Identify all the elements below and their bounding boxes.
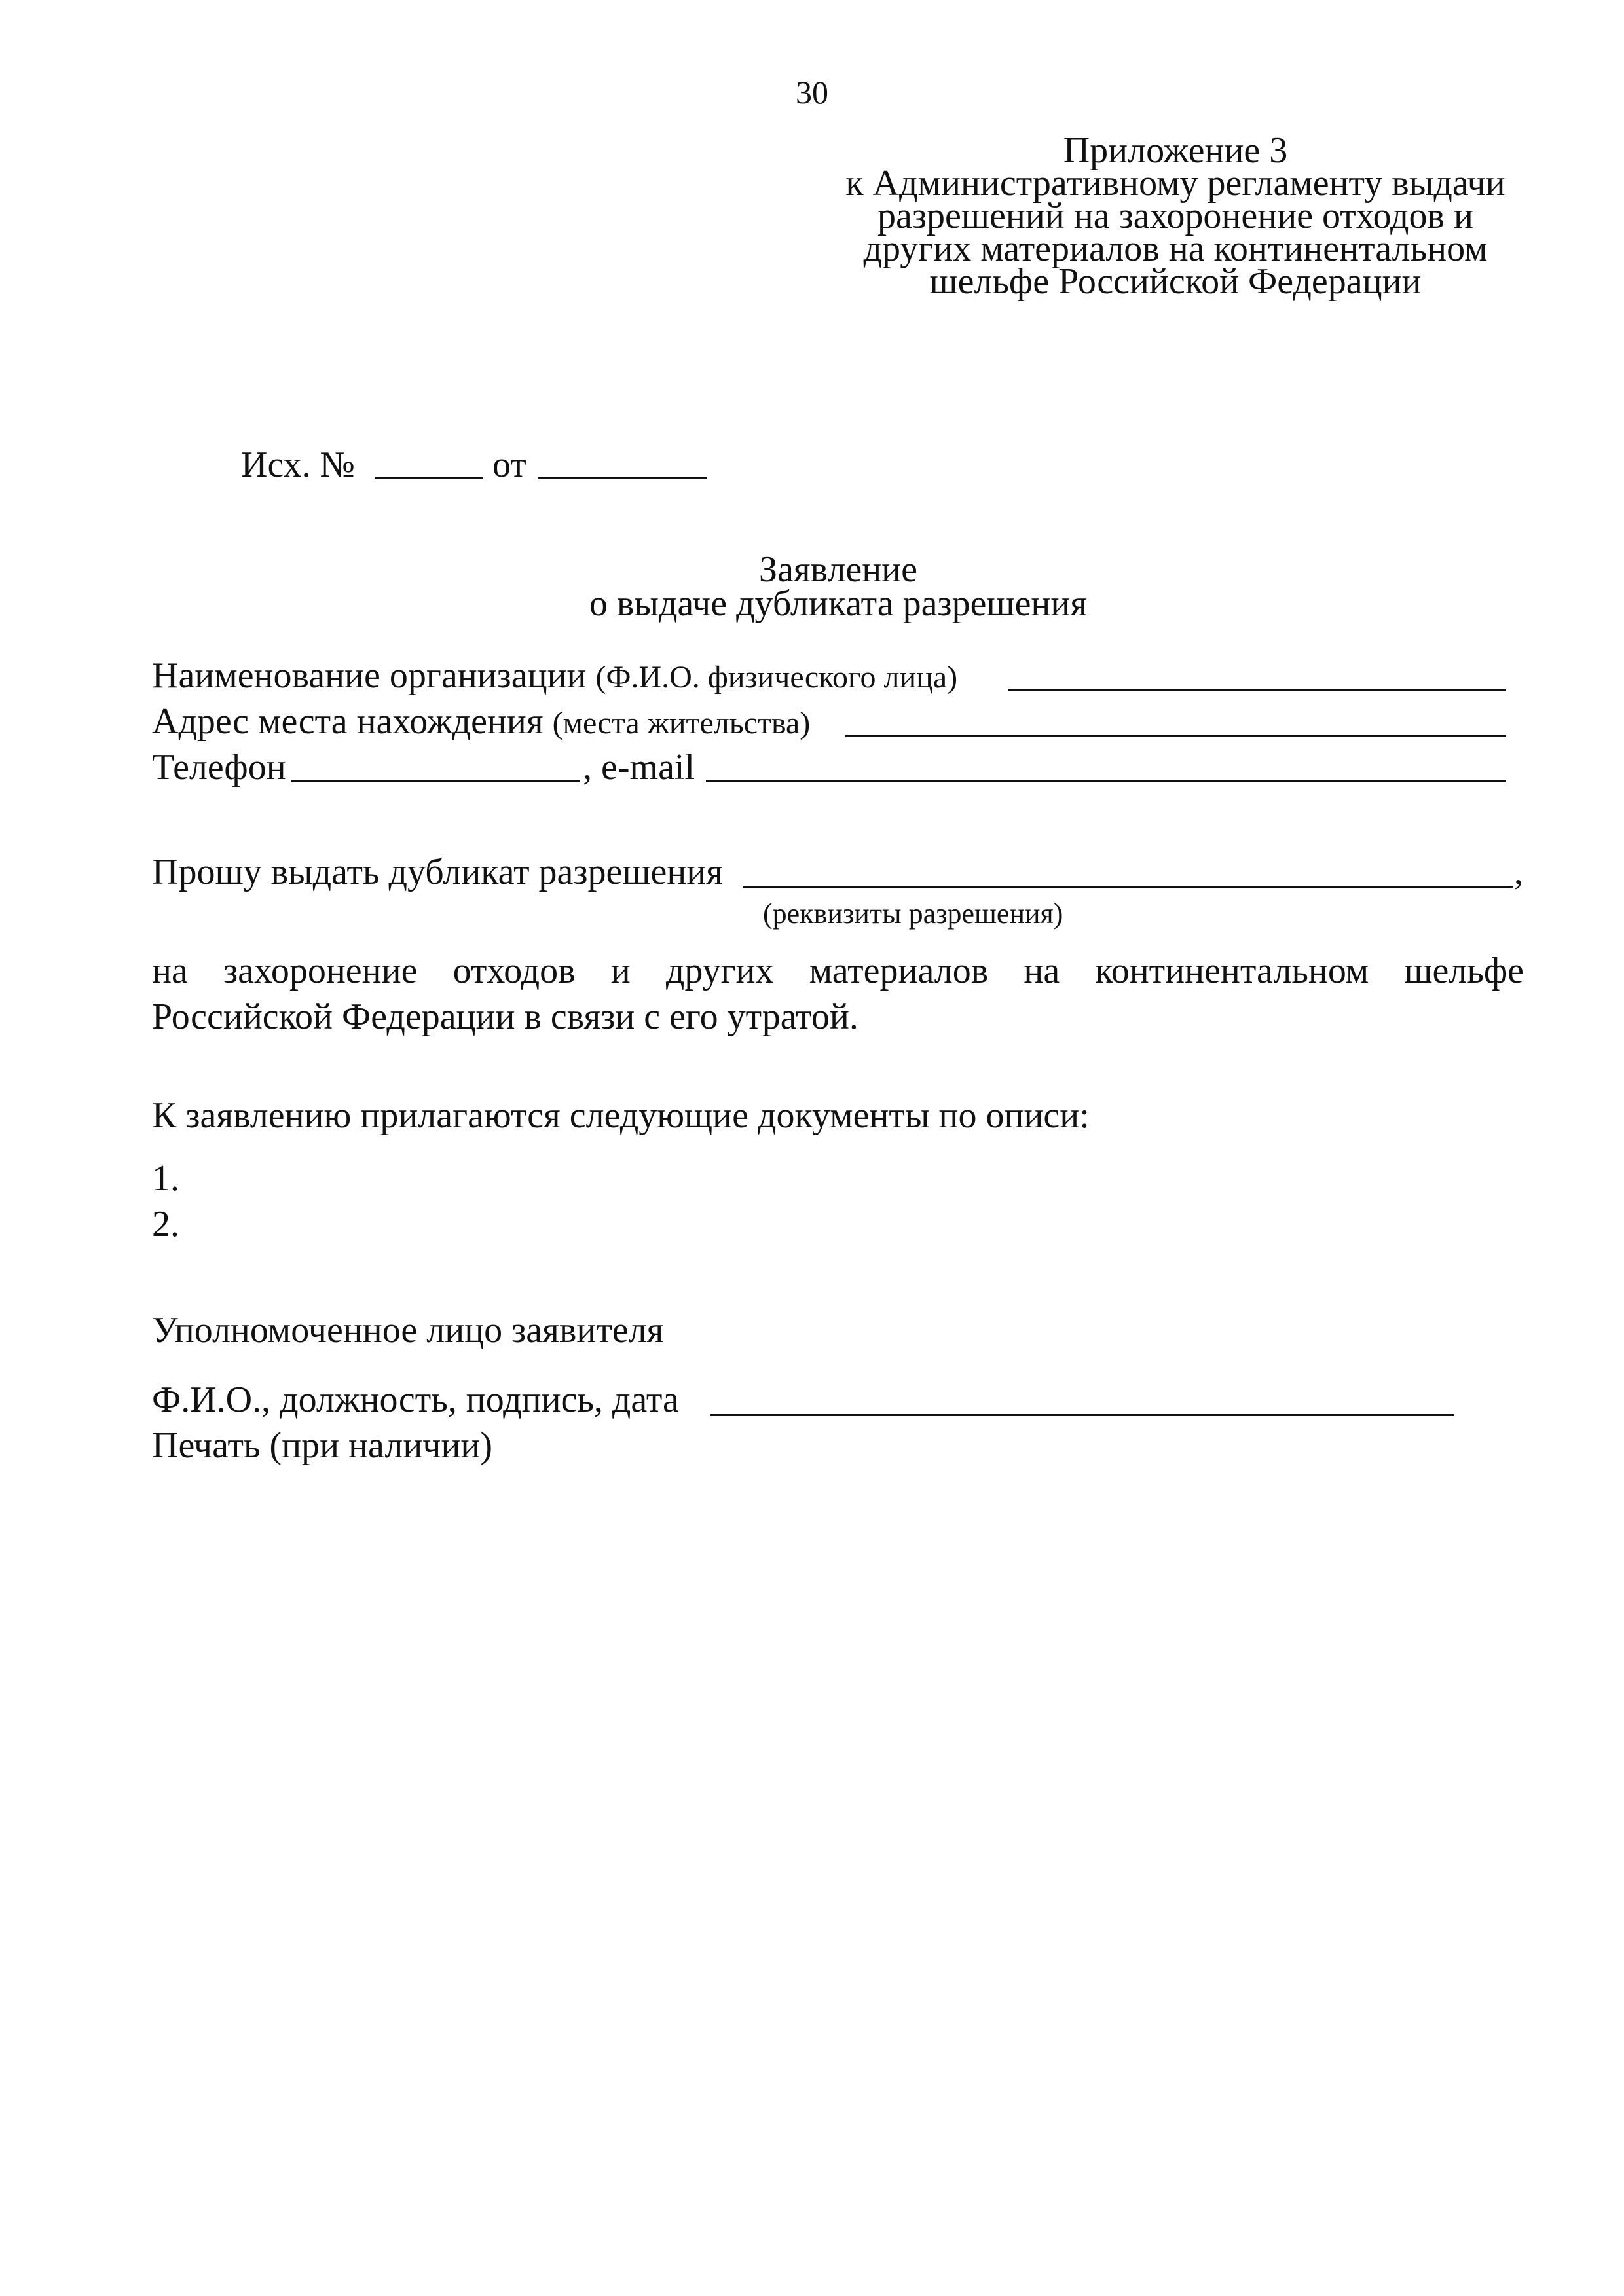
date-label: от bbox=[492, 445, 526, 485]
appendix-title: Приложение 3 bbox=[1063, 130, 1288, 171]
date-field[interactable] bbox=[538, 477, 707, 479]
appendix-line: разрешений на захоронение отходов и bbox=[877, 196, 1473, 236]
authorized-person-label: Уполномоченное лицо заявителя bbox=[152, 1310, 664, 1351]
address-label bbox=[152, 701, 810, 742]
signature-details-label: Ф.И.О., должность, подпись, дата bbox=[152, 1379, 679, 1420]
request-continuation-line: на захоронение отходов и других материалов на континентальном шельфе bbox=[152, 951, 1524, 991]
org-name-field[interactable] bbox=[1008, 689, 1506, 691]
appendix-line: шельфе Российской Федерации bbox=[929, 261, 1422, 302]
appendix-header bbox=[812, 130, 1539, 302]
phone-label: Телефон bbox=[152, 747, 286, 788]
permit-details-caption: (реквизиты разрешения) bbox=[763, 898, 1063, 930]
outgoing-number-label: Исх. № bbox=[241, 445, 355, 485]
phone-field[interactable] bbox=[291, 780, 580, 782]
request-continuation-line: Российской Федерации в связи с его утратой. bbox=[152, 996, 858, 1037]
attachment-item: 2. bbox=[152, 1204, 179, 1245]
address-label-text: Адрес места нахождения bbox=[152, 701, 544, 742]
org-name-hint: (Ф.И.О. физического лица) bbox=[595, 660, 958, 695]
attachments-intro: К заявлению прилагаются следующие документы по описи: bbox=[152, 1095, 1090, 1136]
address-field[interactable] bbox=[845, 735, 1506, 737]
appendix-line: других материалов на континентальном bbox=[863, 228, 1488, 269]
address-hint: (места жительства) bbox=[552, 706, 811, 740]
stamp-label: Печать (при наличии) bbox=[152, 1425, 493, 1466]
permit-details-field[interactable] bbox=[743, 886, 1513, 888]
outgoing-number-field[interactable] bbox=[375, 477, 483, 479]
email-label: , e-mail bbox=[583, 747, 695, 788]
request-text: Прошу выдать дубликат разрешения bbox=[152, 852, 724, 892]
attachment-item: 1. bbox=[152, 1158, 179, 1199]
signature-field[interactable] bbox=[710, 1414, 1454, 1416]
document-title: Заявление bbox=[759, 549, 917, 590]
email-field[interactable] bbox=[706, 780, 1506, 782]
appendix-line: к Административному регламенту выдачи bbox=[845, 163, 1505, 204]
document-subtitle: о выдаче дубликата разрешения bbox=[589, 583, 1088, 624]
page-number: 30 bbox=[796, 74, 828, 111]
org-name-label-text: Наименование организации bbox=[152, 655, 587, 696]
org-name-label bbox=[152, 655, 957, 697]
request-comma: , bbox=[1514, 852, 1523, 892]
